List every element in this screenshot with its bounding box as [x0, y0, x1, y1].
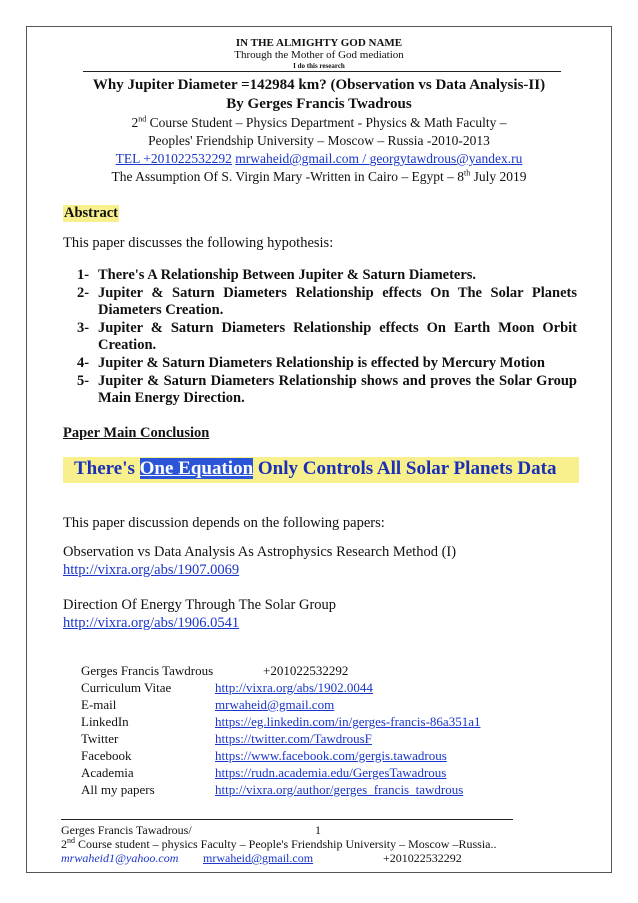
conclusion-banner — [63, 457, 579, 483]
cv-link[interactable]: https://www.facebook.com/gergis.tawadrous — [215, 748, 447, 763]
assumption-text: The Assumption Of S. Virgin Mary -Written in Cairo – Egypt – 8 — [111, 169, 464, 184]
cv-label: Academia — [81, 765, 134, 780]
hypothesis-text: Jupiter & Saturn Diameters Relationship shows and proves the Solar Group Main Energy Direction. — [98, 372, 577, 407]
cv-link[interactable]: https://eg.linkedin.com/in/gerges-francis-86a351a1 — [215, 714, 481, 729]
hypothesis-item — [77, 373, 577, 408]
paper-author: By Gerges Francis Twadrous — [226, 96, 412, 112]
cv-label: Facebook — [81, 748, 132, 763]
conclusion-heading: Paper Main Conclusion — [63, 425, 210, 441]
document-page — [26, 26, 612, 873]
header-research-note: I do this research — [293, 62, 345, 70]
banner-text-after: Only Controls All Solar Planets Data — [253, 458, 557, 479]
abstract-heading: Abstract — [64, 205, 118, 221]
abstract-intro: This paper discusses the following hypothesis: — [63, 235, 334, 251]
hypothesis-item — [77, 355, 577, 373]
footer-email-yahoo[interactable]: mrwaheid1@yahoo.com — [61, 851, 179, 865]
cv-link[interactable]: mrwaheid@gmail.com — [215, 697, 335, 712]
cv-name: Gerges Francis Tawdrous — [81, 663, 214, 678]
hypothesis-text: Jupiter & Saturn Diameters Relationship effects On The Solar Planets Diameters Creation. — [98, 284, 577, 319]
footer-affiliation: Course student – physics Faculty – People's Friendship University – Moscow –Russia.. — [75, 837, 497, 851]
hypothesis-number: 1- — [77, 267, 90, 283]
assumption-line — [27, 169, 611, 185]
hypothesis-number: 5- — [77, 372, 90, 389]
hypothesis-item — [77, 267, 577, 285]
footer-line-1 — [61, 823, 321, 838]
footer-email-gmail[interactable]: mrwaheid@gmail.com — [203, 851, 314, 865]
assumption-date-rest: July 2019 — [470, 169, 527, 184]
affiliation-ordinal: 2 — [131, 115, 139, 130]
footer-ordinal-suffix: nd — [67, 836, 75, 845]
footer-name: Gerges Francis Tawadrous/ — [61, 823, 192, 837]
hypothesis-text: Jupiter & Saturn Diameters Relationship is effected by Mercury Motion — [98, 354, 545, 371]
footer-rule — [61, 819, 513, 820]
cv-label: E-mail — [81, 697, 117, 712]
cv-link[interactable]: https://twitter.com/TawdrousF — [215, 731, 372, 746]
affiliation-text: Course Student – Physics Department - Physics & Math Faculty – — [146, 115, 507, 130]
footer-ordinal: 2 — [61, 837, 67, 851]
reference-title: Observation vs Data Analysis As Astrophysics Research Method (I) — [63, 544, 457, 560]
banner-text-before: There's — [74, 458, 140, 479]
conclusion-banner-text — [74, 458, 556, 480]
email-link-gmail[interactable]: mrwaheid@gmail.com — [235, 151, 360, 166]
depends-text: This paper discussion depends on the following papers: — [63, 515, 385, 531]
hypothesis-number: 3- — [77, 319, 90, 336]
paper-title: Why Jupiter Diameter =142984 km? (Observation vs Data Analysis-II) — [92, 77, 546, 93]
hypothesis-item — [77, 285, 577, 320]
header-mediation: Through the Mother of God mediation — [234, 49, 404, 61]
hypothesis-number: 2- — [77, 284, 90, 301]
affiliation-ordinal-suffix: nd — [138, 114, 147, 124]
assumption-day-suffix: th — [464, 168, 471, 178]
hypothesis-number: 4- — [77, 354, 90, 371]
hypothesis-list — [77, 267, 577, 408]
contact-separator: / — [359, 151, 370, 166]
telephone-link[interactable]: TEL +201022532292 — [115, 151, 232, 166]
header-dedication: IN THE ALMIGHTY GOD NAME — [235, 37, 403, 49]
cv-phone: +201022532292 — [263, 663, 349, 678]
affiliation-line-1 — [27, 115, 611, 131]
page-number: 1 — [315, 823, 321, 837]
cv-link[interactable]: https://rudn.academia.edu/GergesTawadrous — [215, 765, 447, 780]
reference-link[interactable]: http://vixra.org/abs/1906.0541 — [63, 615, 240, 631]
hypothesis-text: Jupiter & Saturn Diameters Relationship effects On Earth Moon Orbit Creation. — [98, 319, 577, 354]
header-rule — [83, 71, 561, 72]
cv-label: Twitter — [81, 731, 119, 746]
banner-highlight: One Equation — [139, 458, 254, 479]
footer-line-3 — [61, 851, 462, 866]
cv-link[interactable]: http://vixra.org/abs/1902.0044 — [215, 680, 373, 695]
hypothesis-text: There's A Relationship Between Jupiter & Saturn Diameters. — [98, 267, 477, 283]
email-link-yandex[interactable]: georgytawdrous@yandex.ru — [369, 151, 523, 166]
cv-label: LinkedIn — [81, 714, 129, 729]
contact-line — [27, 151, 611, 167]
reference-link[interactable]: http://vixra.org/abs/1907.0069 — [63, 562, 240, 578]
footer-line-2 — [61, 837, 496, 852]
reference-title: Direction Of Energy Through The Solar Group — [63, 597, 337, 613]
footer-phone: +201022532292 — [383, 851, 462, 865]
affiliation-line-2: Peoples' Friendship University – Moscow – Russia -2010-2013 — [148, 133, 490, 148]
cv-label: Curriculum Vitae — [81, 680, 172, 695]
cv-link[interactable]: http://vixra.org/author/gerges_francis_tawdrous — [215, 782, 464, 797]
cv-label: All my papers — [81, 782, 155, 797]
hypothesis-item — [77, 320, 577, 355]
